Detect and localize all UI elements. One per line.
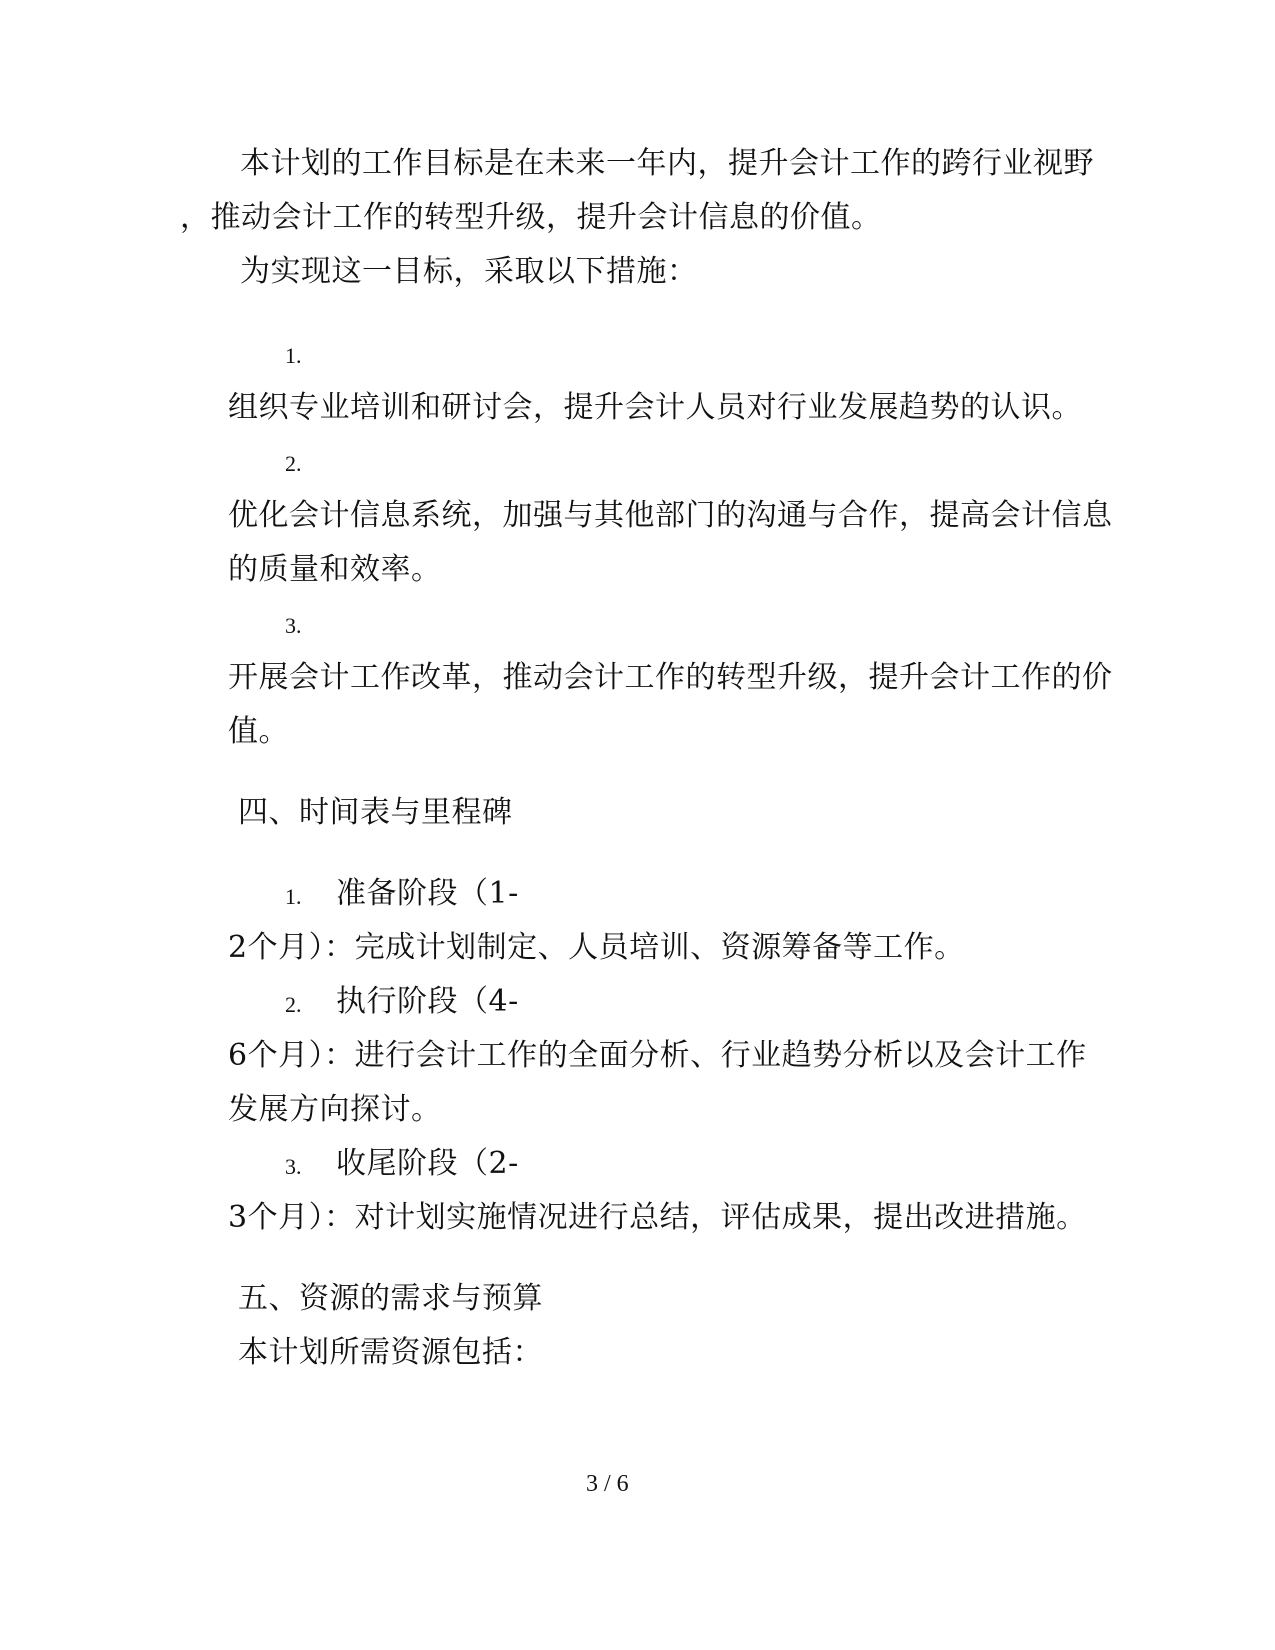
phase-3-text: 3个月）：对计划实施情况进行总结，评估成果，提出改进措施。 xyxy=(228,1200,1087,1235)
measure-3-text-line-1: 开展会计工作改革，推动会计工作的转型升级，提升会计工作的价 xyxy=(228,660,1113,695)
phase-2-text-line-1: 6个月）：进行会计工作的全面分析、行业趋势分析以及会计工作 xyxy=(228,1038,1087,1073)
section-5-line-1: 本计划所需资源包括： xyxy=(238,1335,543,1370)
phase-1-number: 1. xyxy=(285,884,302,909)
intro-line-1: 本计划的工作目标是在未来一年内，提升会计工作的跨行业视野 xyxy=(240,146,1094,181)
section-4-heading: 四、时间表与里程碑 xyxy=(238,795,513,830)
phase-3-number: 3. xyxy=(285,1154,302,1179)
measure-2-text-line-1: 优化会计信息系统，加强与其他部门的沟通与合作，提高会计信息 xyxy=(228,498,1113,533)
measure-2-number: 2. xyxy=(285,451,302,476)
phase-2-number: 2. xyxy=(285,992,302,1017)
page-number: 3 / 6 xyxy=(586,1471,629,1497)
phase-2-title: 执行阶段（4- xyxy=(336,984,519,1019)
measure-1-text: 组织专业培训和研讨会，提升会计人员对行业发展趋势的认识。 xyxy=(228,390,1082,425)
section-5-heading: 五、资源的需求与预算 xyxy=(238,1281,543,1316)
measure-2-text-line-2: 的质量和效率。 xyxy=(228,552,442,587)
phase-1-title: 准备阶段（1- xyxy=(336,876,519,911)
intro-line-2: ，推动会计工作的转型升级，提升会计信息的价值。 xyxy=(180,200,882,235)
measure-3-text-line-2: 值。 xyxy=(228,714,289,749)
phase-2-text-line-2: 发展方向探讨。 xyxy=(228,1092,442,1127)
phase-3-title: 收尾阶段（2- xyxy=(336,1146,519,1181)
measure-3-number: 3. xyxy=(285,613,302,638)
intro-line-3: 为实现这一目标，采取以下措施： xyxy=(240,254,698,289)
measure-1-number: 1. xyxy=(285,343,302,368)
phase-1-text: 2个月）：完成计划制定、人员培训、资源筹备等工作。 xyxy=(228,930,965,965)
